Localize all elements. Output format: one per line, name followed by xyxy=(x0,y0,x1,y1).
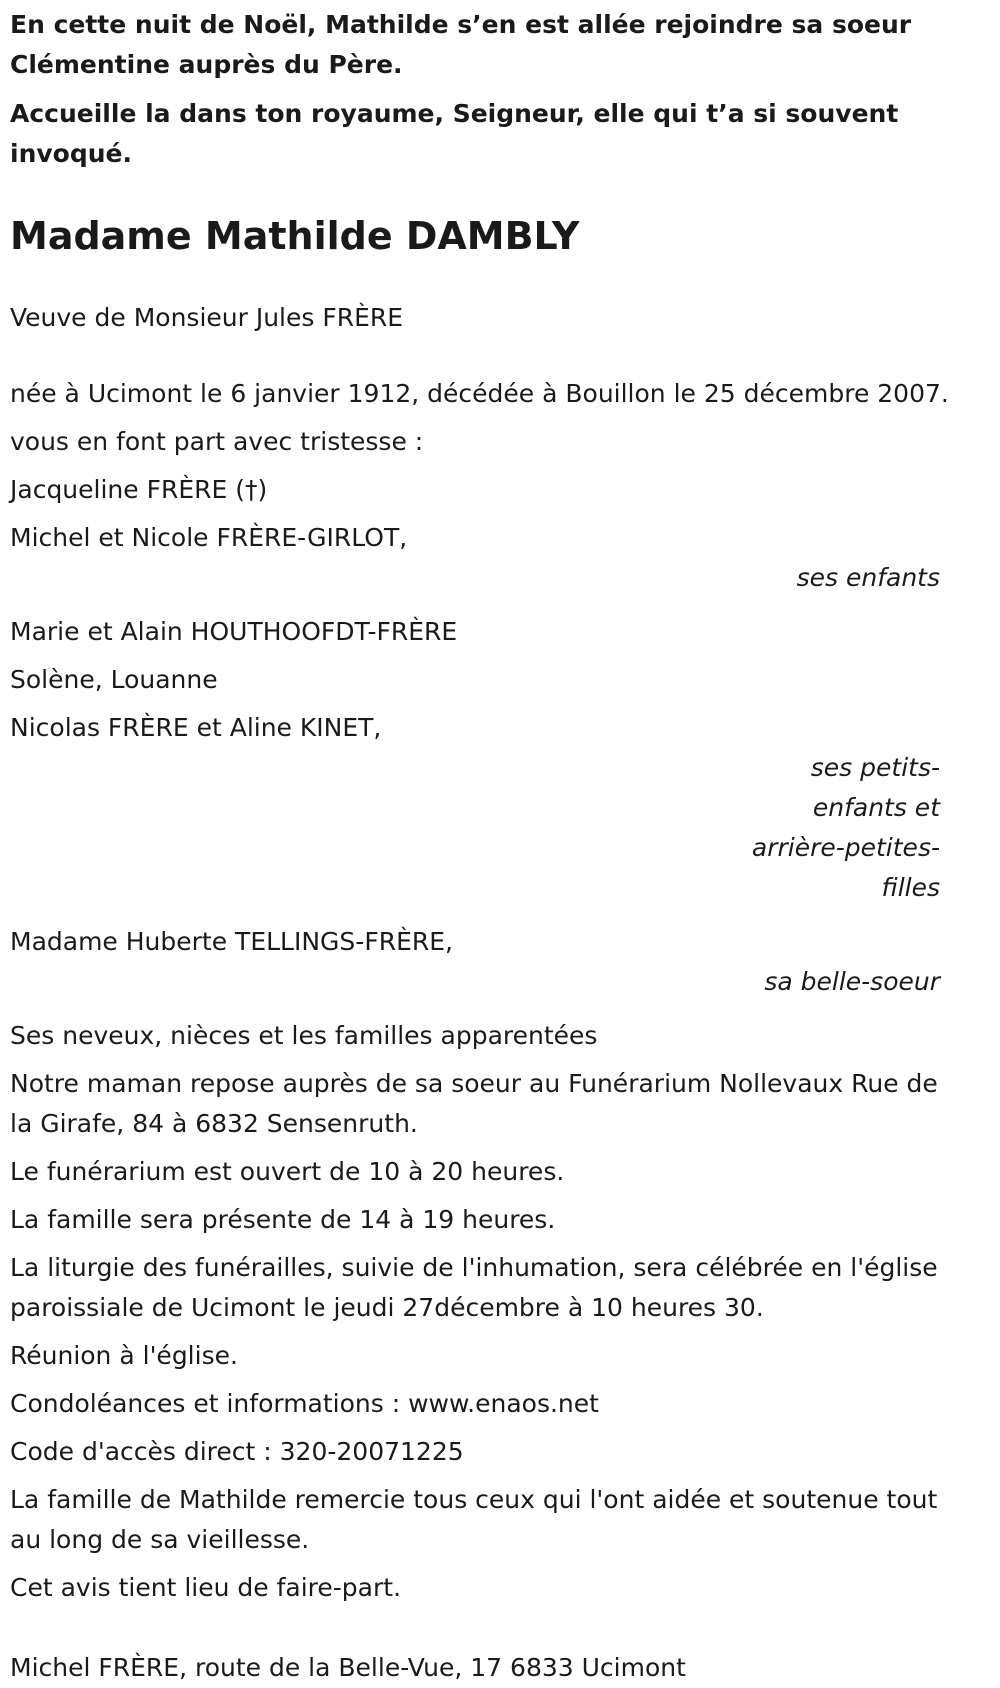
role-grandchildren-text: ses petits-enfants et arrière-petites-filles xyxy=(751,753,940,902)
family-member: Nicolas FRÈRE et Aline KINET, xyxy=(10,713,382,742)
role-sister-in-law: sa belle-soeur xyxy=(764,967,940,996)
family-member: Madame Huberte TELLINGS-FRÈRE, xyxy=(10,927,453,956)
detail-notice: Cet avis tient lieu de faire-part. xyxy=(10,1573,402,1602)
family-member: Michel et Nicole FRÈRE-GIRLOT, xyxy=(10,523,408,552)
contact-address: Michel FRÈRE, route de la Belle-Vue, 17 6833 Ucimont xyxy=(10,1653,686,1682)
detail-opening-hours: Le funérarium est ouvert de 10 à 20 heures. xyxy=(10,1157,565,1186)
detail-funerarium: Notre maman repose auprès de sa soeur au Funérarium Nollevaux Rue de la Girafe, 84 à 6832 Sensenruth. xyxy=(10,1069,938,1138)
family-member: Jacqueline FRÈRE (†) xyxy=(10,475,268,504)
family-member: Marie et Alain HOUTHOOFDT-FRÈRE xyxy=(10,617,458,646)
widow-line: Veuve de Monsieur Jules FRÈRE xyxy=(10,303,404,332)
announce-line: vous en font part avec tristesse : xyxy=(10,427,424,456)
detail-thanks: La famille de Mathilde remercie tous ceux qui l'ont aidée et soutenue tout au long de sa vieillesse. xyxy=(10,1485,938,1554)
detail-liturgy: La liturgie des funérailles, suivie de l'inhumation, sera célébrée en l'église paroissiale de Ucimont le jeudi 27décembre à 10 heures 30. xyxy=(10,1253,938,1322)
family-member: Solène, Louanne xyxy=(10,665,218,694)
birth-death-line: née à Ucimont le 6 janvier 1912, décédée à Bouillon le 25 décembre 2007. xyxy=(10,379,949,408)
detail-condolences: Condoléances et informations : www.enaos.net xyxy=(10,1389,599,1418)
detail-relatives: Ses neveux, nièces et les familles apparentées xyxy=(10,1021,598,1050)
intro-paragraph-2: Accueille la dans ton royaume, Seigneur, elle qui t’a si souvent invoqué. xyxy=(10,99,899,168)
intro-paragraph-1: En cette nuit de Noël, Mathilde s’en est allée rejoindre sa soeur Clémentine auprès du Père. xyxy=(10,10,912,79)
detail-family-presence: La famille sera présente de 14 à 19 heures. xyxy=(10,1205,556,1234)
role-children: ses enfants xyxy=(796,563,940,592)
detail-meeting: Réunion à l'église. xyxy=(10,1341,238,1370)
role-grandchildren xyxy=(10,748,940,908)
detail-access-code: Code d'accès direct : 320-20071225 xyxy=(10,1437,464,1466)
page-title: Madame Mathilde DAMBLY xyxy=(10,214,580,258)
